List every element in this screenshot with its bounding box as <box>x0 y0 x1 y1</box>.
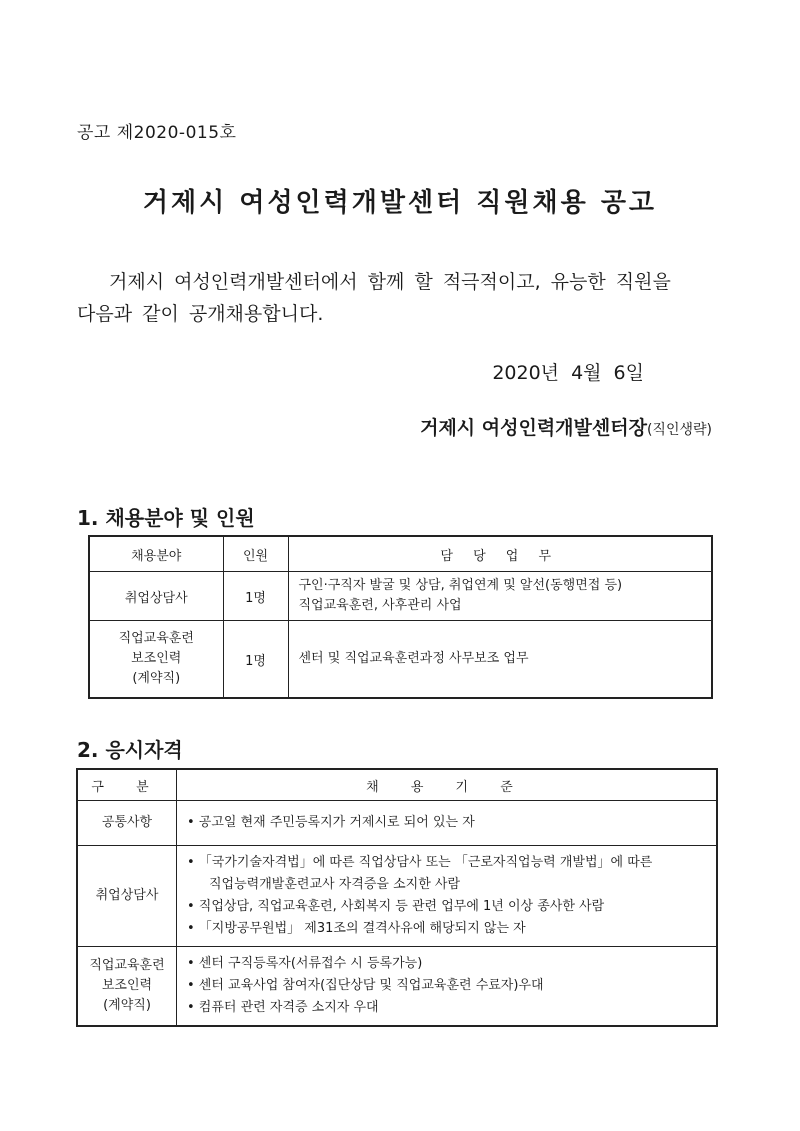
duties-cell <box>288 621 712 699</box>
notice-date: 2020년 4월 6일 <box>492 362 644 384</box>
category-cell <box>77 947 177 1027</box>
intro-line-2: 다음과 같이 공개채용합니다. <box>77 303 324 325</box>
field-line: 직업교육훈련 <box>118 631 194 646</box>
column-header: 담 당 업 무 <box>288 536 712 572</box>
criteria-item: • 컴퓨터 관련 자격증 소지자 우대 <box>187 1000 379 1015</box>
signer-name: 거제시 여성인력개발센터장 <box>420 417 647 439</box>
duty-line: 센터 및 직업교육훈련과정 사무보조 업무 <box>298 651 529 666</box>
table-header-row <box>89 536 712 572</box>
field-line: 보조인력 <box>131 651 182 666</box>
count-cell: 1명 <box>223 572 288 621</box>
section1-heading: 1. 채용분야 및 인원 <box>77 506 255 530</box>
recruitment-table <box>88 535 713 699</box>
table-row <box>77 947 717 1027</box>
criteria-item: • 직업상담, 직업교육훈련, 사회복지 등 관련 업무에 1년 이상 종사한 사람 <box>187 899 605 914</box>
table-row <box>77 801 717 846</box>
page-title: 거제시 여성인력개발센터 직원채용 공고 <box>142 188 658 218</box>
qualification-table <box>76 768 718 1027</box>
column-header: 구 분 <box>77 769 177 801</box>
criteria-item: • 센터 교육사업 참여자(집단상담 및 직업교육훈련 수료자)우대 <box>187 978 544 993</box>
duties-cell <box>288 572 712 621</box>
field-cell: 취업상담사 <box>89 572 223 621</box>
notice-number: 공고 제2020-015호 <box>77 123 237 143</box>
section2-heading: 2. 응시자격 <box>77 738 183 762</box>
signer <box>420 413 712 440</box>
field-line: (계약직) <box>132 671 181 686</box>
criteria-item-continued: 직업능력개발훈련교사 자격증을 소지한 사람 <box>209 877 460 892</box>
intro-paragraph <box>77 266 727 330</box>
table-header-row <box>77 769 717 801</box>
category-line: (계약직) <box>103 998 151 1013</box>
column-header: 채용분야 <box>89 536 223 572</box>
column-header: 인원 <box>223 536 288 572</box>
criteria-item: • 센터 구직등록자(서류접수 시 등록가능) <box>187 956 423 971</box>
criteria-item: • 「지방공무원법」 제31조의 결격사유에 해당되지 않는 자 <box>187 921 526 936</box>
criteria-cell <box>177 947 718 1027</box>
duty-line: 구인·구직자 발굴 및 상담, 취업연계 및 알선(동행면접 등) <box>298 578 623 593</box>
column-header: 채 용 기 준 <box>177 769 718 801</box>
seal-note: (직인생략) <box>646 422 712 438</box>
category-line: 보조인력 <box>101 978 153 993</box>
intro-line-1: 거제시 여성인력개발센터에서 함께 할 적극적이고, 유능한 직원을 <box>109 271 671 293</box>
count-cell: 1명 <box>223 621 288 699</box>
table-row <box>77 846 717 947</box>
criteria-cell <box>177 846 718 947</box>
category-cell: 공통사항 <box>77 801 177 846</box>
duty-line: 직업교육훈련, 사후관리 사업 <box>298 598 462 613</box>
criteria-item: • 「국가기술자격법」에 따른 직업상담사 또는 「근로자직업능력 개발법」에 따른 <box>187 855 653 870</box>
criteria-item: • 공고일 현재 주민등록지가 거제시로 되어 있는 자 <box>187 815 475 830</box>
table-row <box>89 572 712 621</box>
category-line: 직업교육훈련 <box>89 958 165 973</box>
category-cell: 취업상담사 <box>77 846 177 947</box>
field-cell <box>89 621 223 699</box>
criteria-cell <box>177 801 718 846</box>
table-row <box>89 621 712 699</box>
